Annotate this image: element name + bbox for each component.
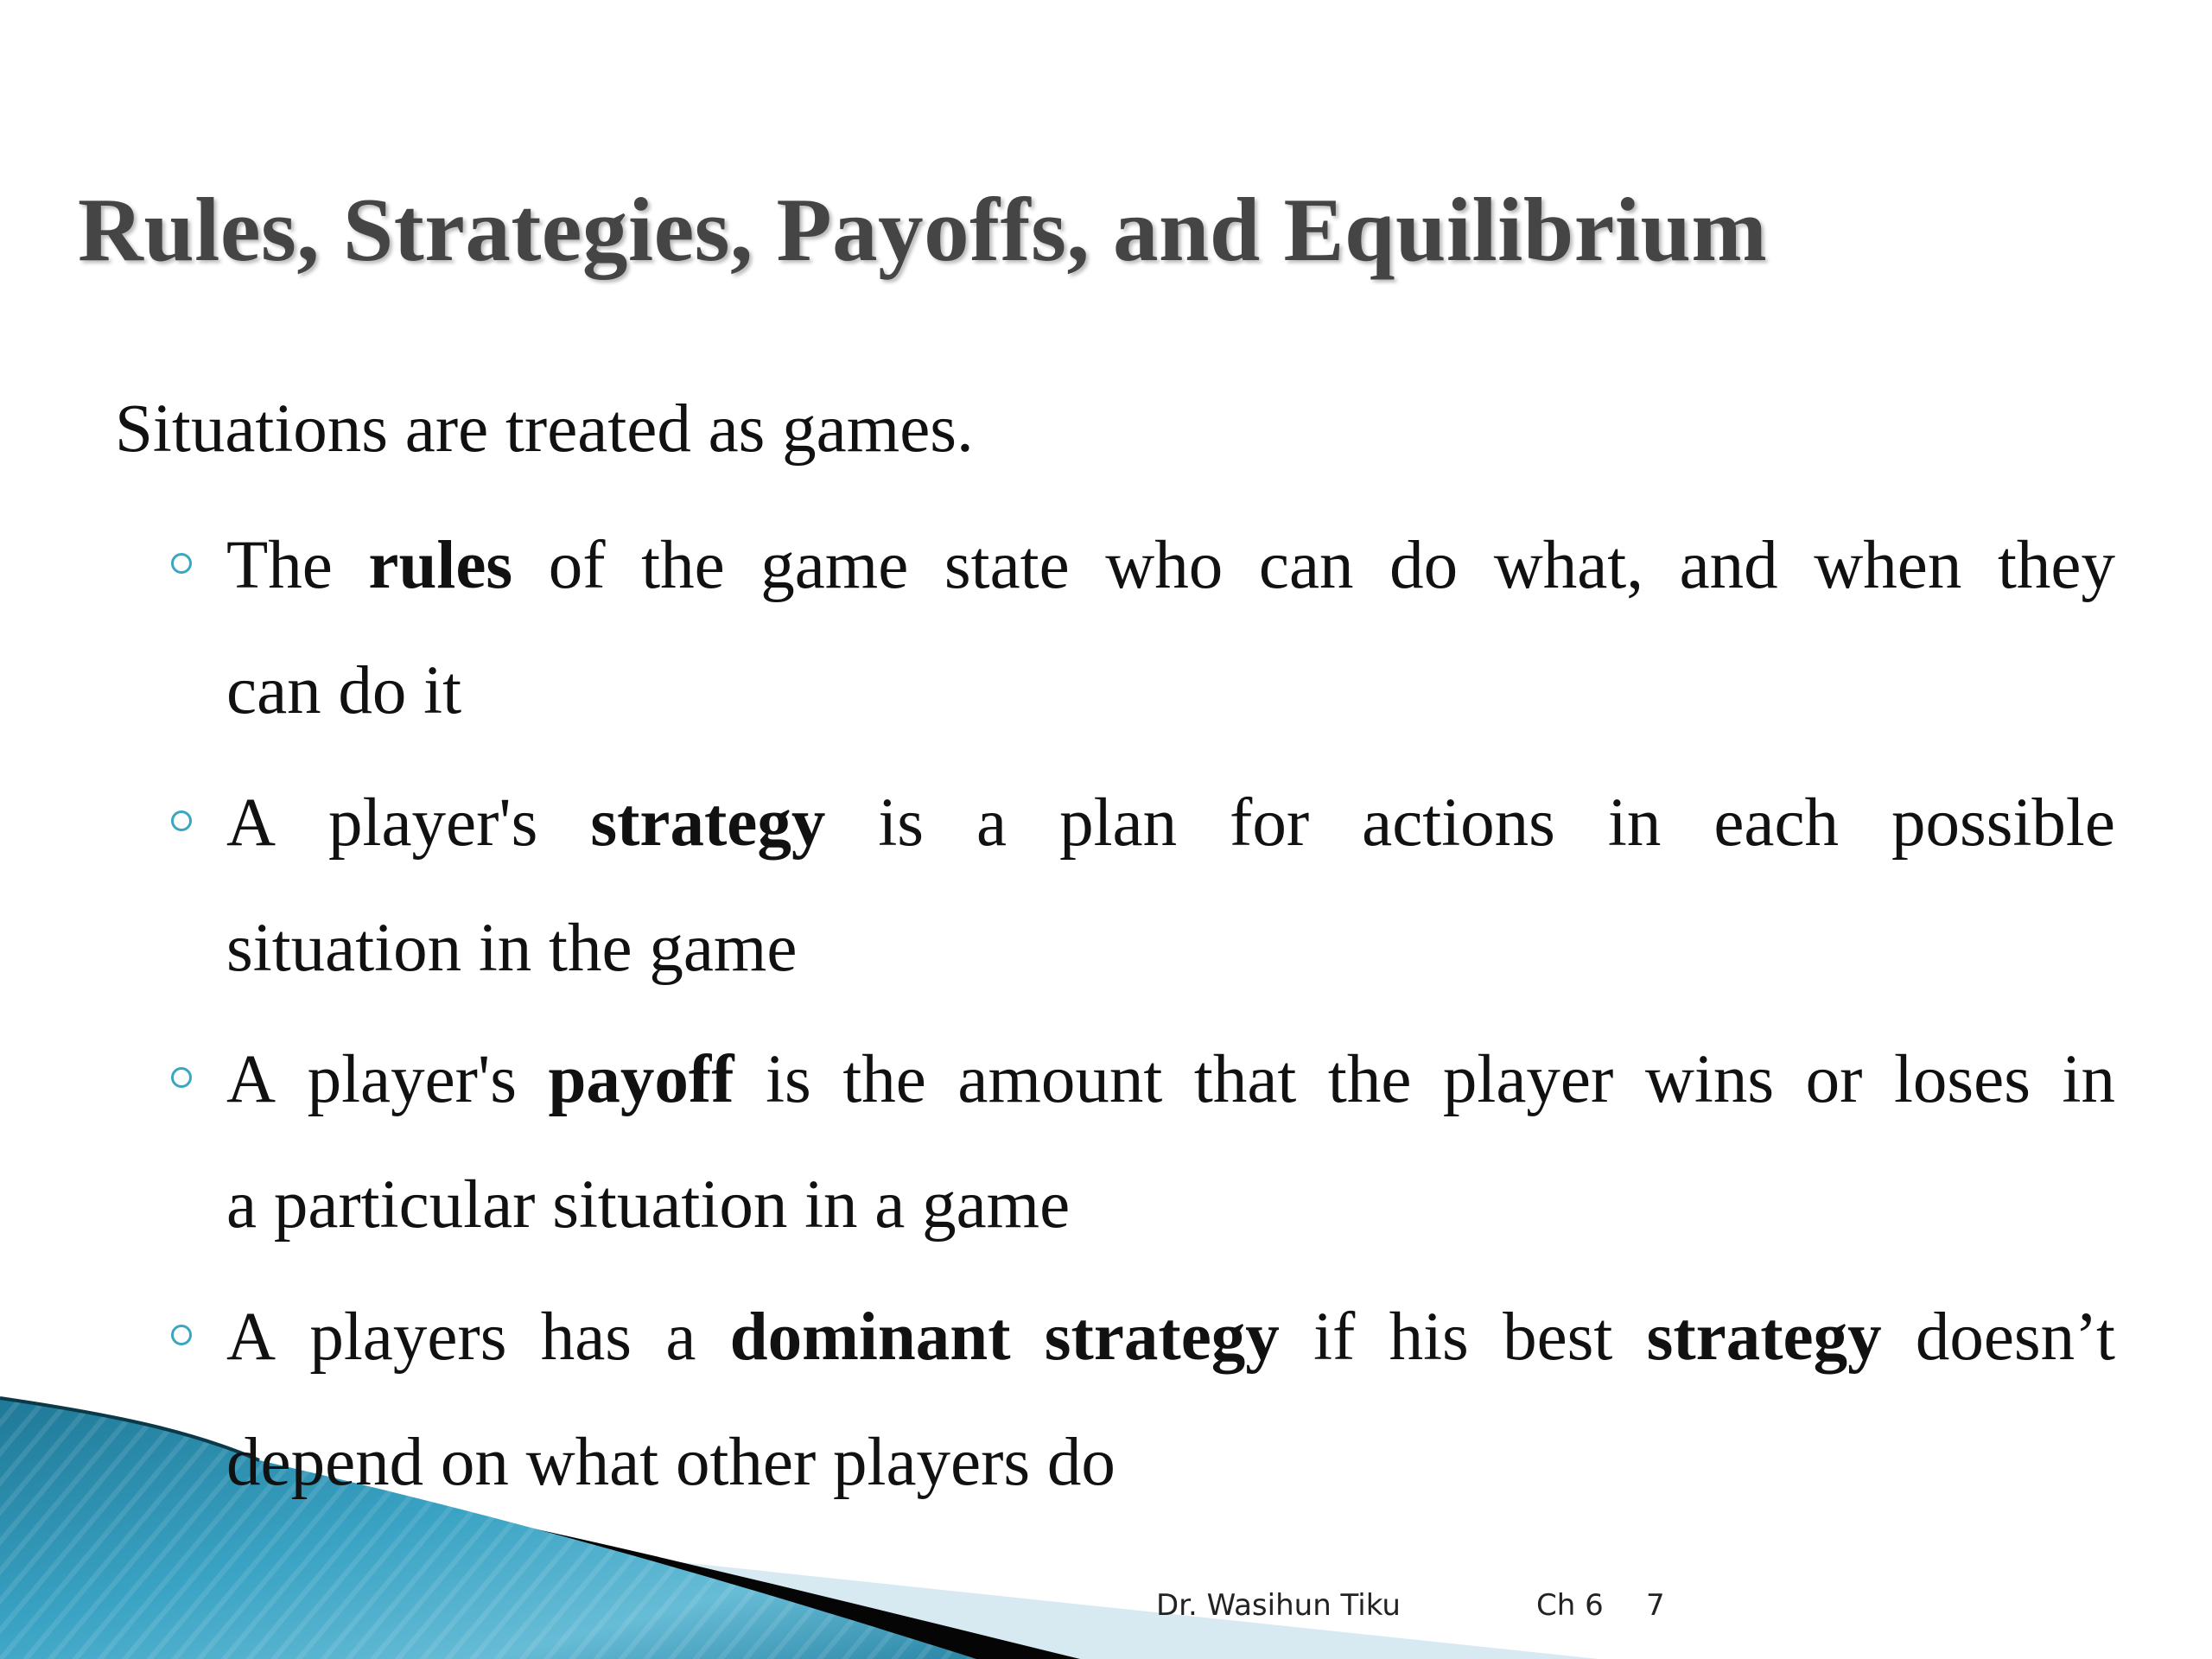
word: that [1193, 1042, 1297, 1117]
word: A [226, 785, 276, 861]
bold-term-word: strategy [1646, 1300, 1882, 1375]
word: has [540, 1300, 632, 1375]
bullet-line-1 [226, 1037, 2115, 1123]
word: player [1442, 1042, 1614, 1117]
word: if [1313, 1300, 1356, 1375]
word: possible [1891, 785, 2115, 861]
word: wins [1644, 1042, 1775, 1117]
word: actions [1362, 785, 1555, 861]
word: best [1503, 1300, 1613, 1375]
bullet-line-1 [226, 1294, 2115, 1381]
bullet-line-1 [226, 523, 2115, 609]
word: they [1997, 528, 2115, 603]
word: player's [328, 785, 538, 861]
word: in [2062, 1042, 2115, 1117]
bold-term-word: strategy [1044, 1300, 1280, 1375]
word: what, [1493, 528, 1644, 603]
word: in [1607, 785, 1662, 861]
word: do [1389, 528, 1459, 603]
bullet-line-2: can do it [226, 653, 462, 728]
slide-title: Rules, Strategies, Payoffs, and Equilibrium [78, 179, 1768, 280]
bullet-circle-icon [171, 1325, 192, 1345]
bullet-circle-icon [171, 1067, 192, 1088]
word: who [1105, 528, 1224, 603]
word: the [641, 528, 725, 603]
word: a [976, 785, 1007, 861]
bullet-line-2: depend on what other players do [226, 1425, 1116, 1500]
word: doesn’t [1915, 1300, 2115, 1375]
word: a [665, 1300, 696, 1375]
footer-chapter: Ch 6 [1536, 1588, 1604, 1623]
word: A [226, 1042, 276, 1117]
bullet-line-2: situation in the game [226, 911, 798, 986]
word: is [878, 785, 925, 861]
word: the [1327, 1042, 1412, 1117]
word: loses [1893, 1042, 2031, 1117]
word: state [944, 528, 1070, 603]
intro-text: Situations are treated as games. [115, 391, 974, 467]
word: the [842, 1042, 926, 1117]
word: each [1713, 785, 1840, 861]
word: is [766, 1042, 811, 1117]
word: can [1258, 528, 1354, 603]
footer-page-number: 7 [1646, 1588, 1665, 1623]
word: for [1230, 785, 1310, 861]
word: and [1679, 528, 1778, 603]
word: The [226, 528, 333, 603]
bullet-line-2: a particular situation in a game [226, 1167, 1071, 1243]
bold-term-word: rules [368, 528, 513, 603]
bullet-line-1 [226, 780, 2115, 867]
bold-term-word: dominant [729, 1300, 1011, 1375]
word: or [1805, 1042, 1863, 1117]
word: of [548, 528, 606, 603]
bullet-circle-icon [171, 553, 192, 574]
word: plan [1059, 785, 1178, 861]
bullet-circle-icon [171, 810, 192, 831]
bold-term-word: payoff [548, 1042, 734, 1117]
footer-author: Dr. Wasihun Tiku [1156, 1588, 1401, 1623]
bold-term-word: strategy [590, 785, 826, 861]
word: player's [307, 1042, 517, 1117]
word: when [1814, 528, 1962, 603]
word: game [760, 528, 909, 603]
word: A [226, 1300, 276, 1375]
word: players [309, 1300, 507, 1375]
word: amount [957, 1042, 1163, 1117]
word: his [1389, 1300, 1469, 1375]
